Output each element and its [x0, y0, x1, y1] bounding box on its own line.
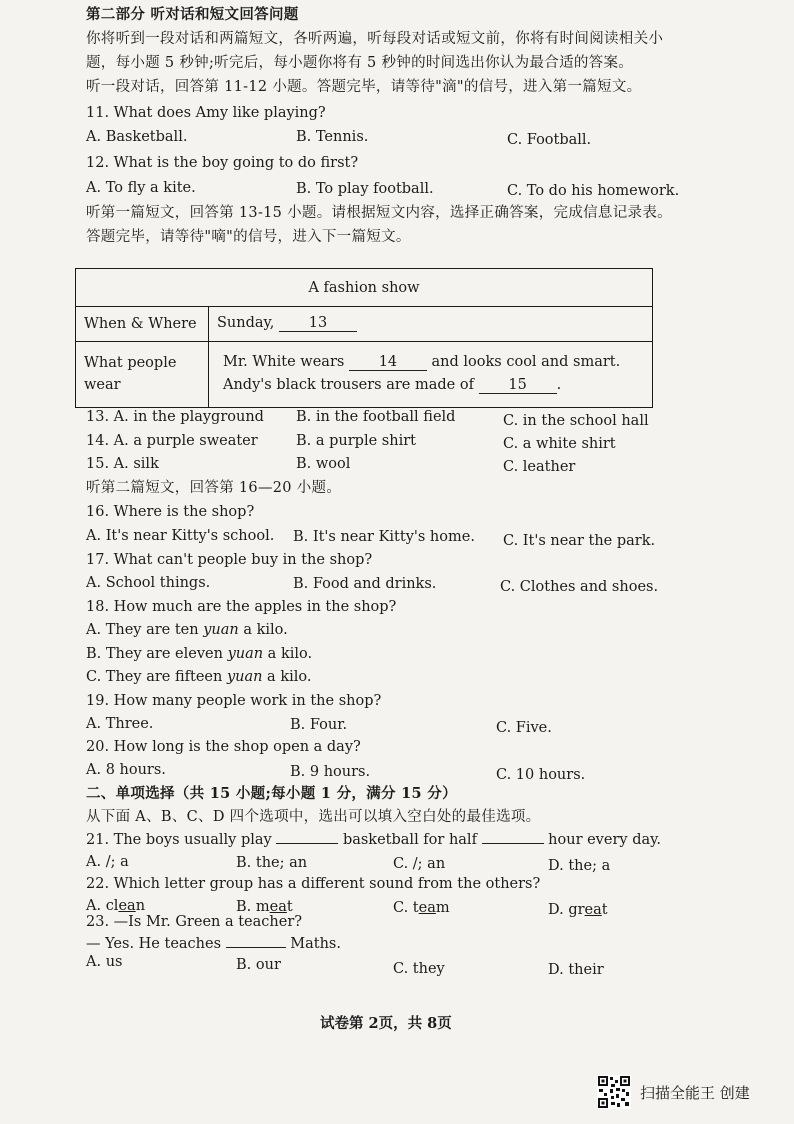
q23-blank	[226, 947, 286, 948]
q18-option-b	[86, 645, 312, 663]
q17-option-b: B. Food and drinks.	[293, 576, 437, 592]
q22-b-ea: ea	[269, 899, 287, 915]
wear-label-line-1: What people	[84, 355, 177, 372]
question-12: 12. What is the boy going to do first?	[86, 155, 359, 171]
question-17: 17. What can't people buy in the shop?	[86, 552, 373, 568]
q21-blank-1	[276, 843, 338, 844]
question-23: 23. —Is Mr. Green a teacher?	[86, 914, 303, 930]
q22-a-pre: A. cl	[86, 898, 119, 914]
passage-1-instruction-2: 答题完毕，请等待"嘀"的信号，进入下一篇短文。	[86, 229, 411, 245]
q18-a-tail: a kilo.	[238, 622, 288, 638]
q21-option-b: B. the; an	[236, 855, 308, 871]
q21-option-c: C. /; an	[393, 856, 446, 872]
table-row-label-when: When & Where	[76, 307, 209, 341]
q12-option-a: A. To fly a kite.	[86, 180, 196, 196]
q18-a-text: A. They are ten	[86, 622, 204, 638]
q20-option-c: C. 10 hours.	[496, 767, 586, 783]
when-prefix: Sunday,	[217, 315, 275, 332]
q22-b-post: t	[286, 899, 293, 915]
q13-option-a: 13. A. in the playground	[86, 409, 264, 425]
q23-option-b: B. our	[236, 957, 281, 973]
passage-2-instruction: 听第二篇短文，回答第 16—20 小题。	[86, 480, 342, 496]
question-11: 11. What does Amy like playing?	[86, 105, 326, 121]
q16-option-a: A. It's near Kitty's school.	[86, 528, 275, 544]
dialogue-instruction: 听一段对话，回答第 11-12 小题。答题完毕，请等待"滴"的信号，进入第一篇短文。	[86, 79, 642, 95]
q18-option-a	[86, 621, 288, 639]
question-18: 18. How much are the apples in the shop?	[86, 599, 397, 615]
q18-b-text: B. They are eleven	[86, 646, 228, 662]
q23-reply-text: — Yes. He teaches	[86, 936, 222, 952]
q21-text-3: hour every day.	[548, 832, 661, 848]
q21-option-d: D. the; a	[548, 858, 611, 874]
section-title: 第二部分 听对话和短文回答问题	[86, 6, 299, 23]
question-22: 22. Which letter group has a different sound from the others?	[86, 876, 541, 892]
q18-option-c	[86, 668, 311, 686]
q22-c-post: m	[435, 900, 450, 916]
q20-option-b: B. 9 hours.	[290, 764, 371, 780]
q11-option-c: C. Football.	[507, 132, 592, 148]
blank-15: 15	[479, 377, 557, 394]
q22-a-ea: ea	[118, 898, 136, 914]
table-row-wear-value	[209, 341, 653, 408]
q21-text-1: 21. The boys usually play	[86, 832, 272, 848]
wear-line-2	[223, 377, 644, 394]
q19-option-c: C. Five.	[496, 720, 552, 736]
q18-c-text: C. They are fifteen	[86, 669, 227, 685]
q22-option-c	[393, 899, 450, 917]
wear-line-1-suffix: and looks cool and smart.	[431, 354, 621, 371]
q17-option-c: C. Clothes and shoes.	[500, 579, 659, 595]
q15-option-a: 15. A. silk	[86, 456, 159, 472]
q23-option-c: C. they	[393, 961, 445, 977]
wear-line-2-suffix: .	[556, 377, 562, 394]
q18-b-yuan: yuan	[227, 646, 264, 662]
q16-option-b: B. It's near Kitty's home.	[293, 529, 475, 545]
q12-option-b: B. To play football.	[296, 181, 434, 197]
part-2-title: 二、单项选择（共 15 小题;每小题 1 分，满分 15 分）	[86, 785, 457, 802]
q23-option-a: A. us	[86, 954, 123, 970]
blank-14: 14	[349, 354, 427, 371]
q23-option-d: D. their	[548, 962, 604, 978]
q19-option-a: A. Three.	[86, 716, 154, 732]
q22-d-ea: ea	[584, 902, 602, 918]
q18-c-yuan: yuan	[226, 669, 263, 685]
q18-a-yuan: yuan	[203, 622, 239, 638]
q11-option-b: B. Tennis.	[296, 129, 369, 145]
q20-option-a: A. 8 hours.	[86, 762, 166, 778]
q23-reply-tail: Maths.	[290, 936, 341, 952]
wear-label-line-2: wear	[84, 377, 121, 394]
q14-option-a: 14. A. a purple sweater	[86, 433, 258, 449]
wear-line-1	[223, 354, 644, 371]
q22-a-post: n	[135, 898, 146, 914]
q17-option-a: A. School things.	[86, 575, 211, 591]
q22-d-post: t	[601, 902, 608, 918]
table-title: A fashion show	[76, 269, 653, 307]
q21-option-a: A. /; a	[86, 854, 129, 870]
q16-option-c: C. It's near the park.	[503, 533, 656, 549]
q13-option-b: B. in the football field	[296, 409, 456, 425]
q22-c-pre: C. t	[393, 900, 419, 916]
wear-line-1-prefix: Mr. White wears	[223, 354, 345, 371]
section-intro-line-2: 题，每小题 5 秒钟;听完后，每小题你将有 5 秒钟的时间选出你认为最合适的答案。	[86, 55, 634, 71]
table-row-when-value	[209, 307, 653, 341]
q15-option-b: B. wool	[296, 456, 351, 472]
question-20: 20. How long is the shop open a day?	[86, 739, 361, 755]
question-21	[86, 831, 661, 849]
q18-c-tail: a kilo.	[262, 669, 312, 685]
q19-option-b: B. Four.	[290, 717, 348, 733]
camscanner-label: 扫描全能王 创建	[640, 1084, 750, 1102]
section-intro-line-1: 你将听到一段对话和两篇短文，各听两遍，听每段对话或短文前，你将有时间阅读相关小	[86, 31, 664, 47]
q21-text-2: basketball for half	[342, 832, 477, 848]
question-19: 19. How many people work in the shop?	[86, 693, 382, 709]
table-row-label-wear	[76, 341, 209, 408]
q11-option-a: A. Basketball.	[86, 129, 188, 145]
q18-b-tail: a kilo.	[263, 646, 313, 662]
fashion-show-table	[75, 268, 653, 408]
passage-1-instruction-1: 听第一篇短文，回答第 13-15 小题。请根据短文内容，选择正确答案，完成信息记录表。	[86, 205, 672, 221]
q23-reply	[86, 935, 341, 953]
blank-13: 13	[279, 315, 357, 332]
wear-line-2-prefix: Andy's black trousers are made of	[223, 377, 474, 394]
q12-option-c: C. To do his homework.	[507, 183, 680, 199]
q13-option-c: C. in the school hall	[503, 413, 649, 429]
q14-option-c: C. a white shirt	[503, 436, 616, 452]
q14-option-b: B. a purple shirt	[296, 433, 416, 449]
q22-b-pre: B. m	[236, 899, 270, 915]
q22-option-d	[548, 901, 608, 919]
qr-code-icon	[597, 1075, 631, 1109]
question-16: 16. Where is the shop?	[86, 504, 255, 520]
q15-option-c: C. leather	[503, 459, 576, 475]
q22-d-pre: D. gr	[548, 902, 585, 918]
q22-c-ea: ea	[418, 900, 436, 916]
page-footer: 试卷第 2页，共 8页	[320, 1015, 452, 1032]
q21-blank-2	[482, 843, 544, 844]
part-2-instruction: 从下面 A、B、C、D 四个选项中，选出可以填入空白处的最佳选项。	[86, 809, 541, 825]
